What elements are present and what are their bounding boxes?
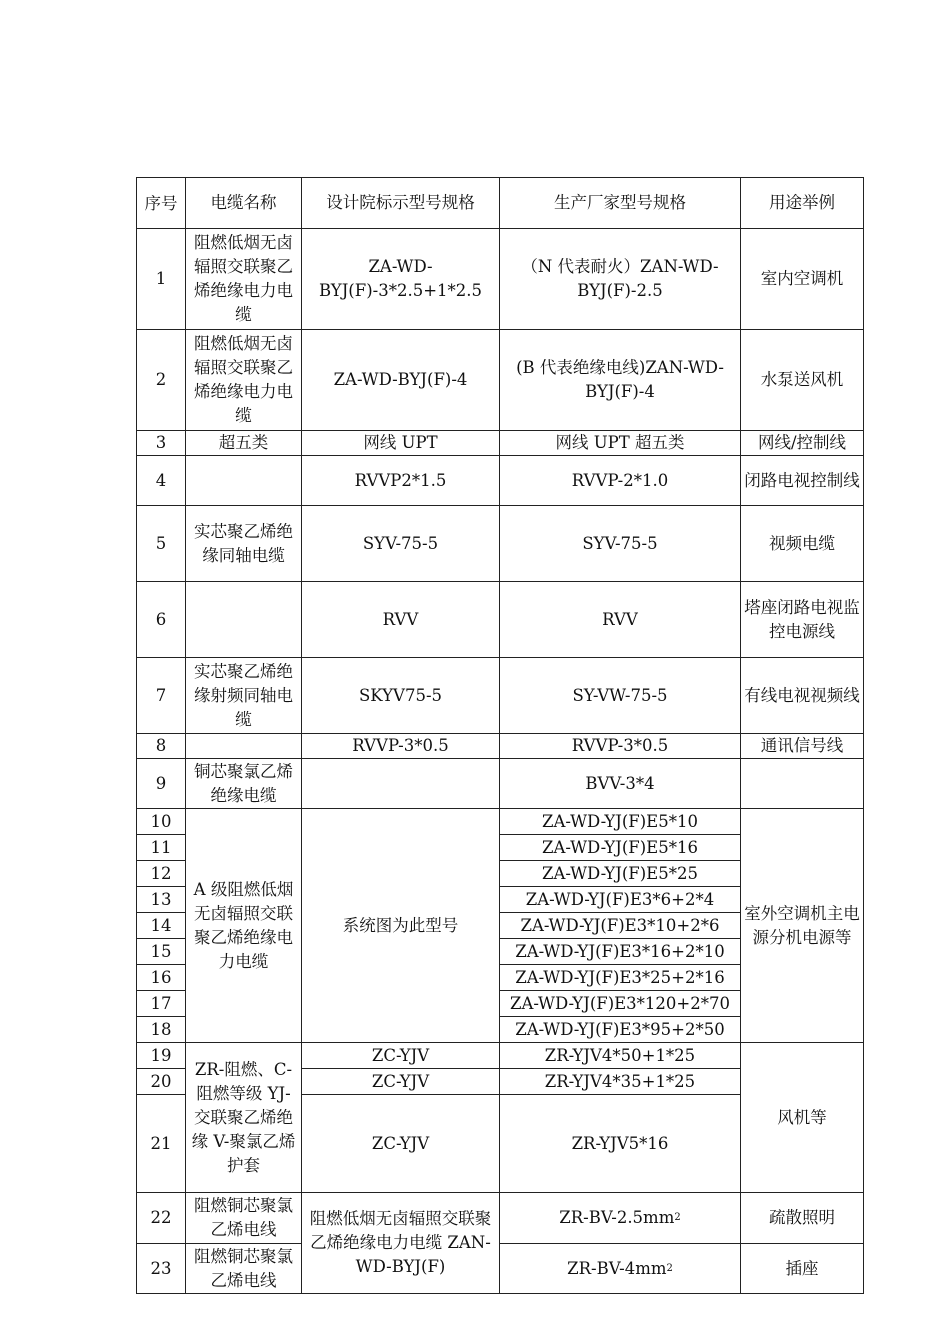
group-a-use: 室外空调机主电源分机电源等	[741, 809, 864, 1043]
row-no: 18	[137, 1017, 186, 1043]
maker-text: ZR-BV-2.5mm	[559, 1208, 675, 1227]
row-use	[741, 759, 864, 809]
table-row	[137, 1193, 864, 1244]
row-use: 视频电缆	[741, 506, 864, 582]
row-name	[186, 582, 302, 658]
row-no: 13	[137, 887, 186, 913]
row-maker: （N 代表耐火）ZAN-WD-BYJ(F)-2.5	[500, 229, 741, 330]
header-design-spec: 设计院标示型号规格	[302, 178, 500, 229]
row-no: 8	[137, 734, 186, 759]
row-design: SYV-75-5	[302, 506, 500, 582]
table-row	[137, 582, 864, 658]
header-row	[137, 178, 864, 229]
row-no: 5	[137, 506, 186, 582]
row-maker: ZA-WD-YJ(F)E3*120+2*70	[500, 991, 741, 1017]
group-a-design: 系统图为此型号	[302, 809, 500, 1043]
table-row	[137, 456, 864, 506]
row-design: RVVP2*1.5	[302, 456, 500, 506]
row-maker: ZR-YJV4*35+1*25	[500, 1069, 741, 1095]
table-row	[137, 759, 864, 809]
header-usage: 用途举例	[741, 178, 864, 229]
row-design: SKYV75-5	[302, 658, 500, 734]
row-no: 14	[137, 913, 186, 939]
cable-spec-table	[136, 177, 864, 1294]
table-row	[137, 734, 864, 759]
row-no: 20	[137, 1069, 186, 1095]
row-no: 2	[137, 330, 186, 431]
row-no: 10	[137, 809, 186, 835]
maker-text: ZR-BV-4mm	[567, 1258, 667, 1278]
row-design: ZA-WD-BYJ(F)-4	[302, 330, 500, 431]
header-maker-spec: 生产厂家型号规格	[500, 178, 741, 229]
row-maker: RVVP-3*0.5	[500, 734, 741, 759]
table-row	[137, 431, 864, 456]
row-design: 网线 UPT	[302, 431, 500, 456]
row-name	[186, 734, 302, 759]
header-name: 电缆名称	[186, 178, 302, 229]
header-no: 序号	[137, 178, 186, 229]
row-maker: ZA-WD-YJ(F)E3*95+2*50	[500, 1017, 741, 1043]
row-no: 19	[137, 1043, 186, 1069]
row-use: 室内空调机	[741, 229, 864, 330]
row-no: 6	[137, 582, 186, 658]
table-row	[137, 1244, 864, 1294]
group-zr-name: ZR-阻燃、C-阻燃等级 YJ-交联聚乙烯绝缘 V-聚氯乙烯护套	[186, 1043, 302, 1193]
table-row	[137, 1043, 864, 1069]
row-maker: (B 代表绝缘电线)ZAN-WD-BYJ(F)-4	[500, 330, 741, 431]
row-maker: ZA-WD-YJ(F)E3*16+2*10	[500, 939, 741, 965]
row-design: ZC-YJV	[302, 1043, 500, 1069]
row-maker: SY-VW-75-5	[500, 658, 741, 734]
row-maker: 网线 UPT 超五类	[500, 431, 741, 456]
row-no: 1	[137, 229, 186, 330]
row-no: 16	[137, 965, 186, 991]
group-bv-design: 阻燃低烟无卤辐照交联聚乙烯绝缘电力电缆 ZAN-WD-BYJ(F)	[302, 1193, 500, 1294]
row-maker: ZA-WD-YJ(F)E5*10	[500, 809, 741, 835]
row-no: 23	[137, 1244, 186, 1294]
row-design: ZC-YJV	[302, 1095, 500, 1193]
row-design: ZC-YJV	[302, 1069, 500, 1095]
row-name: 阻燃低烟无卤辐照交联聚乙烯绝缘电力电缆	[186, 229, 302, 330]
row-maker: SYV-75-5	[500, 506, 741, 582]
row-no: 9	[137, 759, 186, 809]
row-no: 11	[137, 835, 186, 861]
row-use: 通讯信号线	[741, 734, 864, 759]
row-design	[302, 759, 500, 809]
row-no: 4	[137, 456, 186, 506]
row-use: 塔座闭路电视监控电源线	[741, 582, 864, 658]
table-row	[137, 809, 864, 835]
row-name: 超五类	[186, 431, 302, 456]
row-maker: ZA-WD-YJ(F)E3*10+2*6	[500, 913, 741, 939]
row-no: 12	[137, 861, 186, 887]
row-maker: ZR-YJV5*16	[500, 1095, 741, 1193]
row-maker: RVVP-2*1.0	[500, 456, 741, 506]
row-maker: ZA-WD-YJ(F)E3*25+2*16	[500, 965, 741, 991]
row-name: 阻燃铜芯聚氯乙烯电线	[186, 1193, 302, 1244]
row-maker	[500, 1193, 741, 1244]
row-no: 3	[137, 431, 186, 456]
group-a-name: A 级阻燃低烟无卤辐照交联聚乙烯绝缘电力电缆	[186, 809, 302, 1043]
row-name: 实芯聚乙烯绝缘同轴电缆	[186, 506, 302, 582]
row-use: 网线/控制线	[741, 431, 864, 456]
row-maker: ZA-WD-YJ(F)E5*25	[500, 861, 741, 887]
row-use: 有线电视视频线	[741, 658, 864, 734]
row-no: 7	[137, 658, 186, 734]
row-name	[186, 456, 302, 506]
row-use: 疏散照明	[741, 1193, 864, 1244]
table-row	[137, 229, 864, 330]
row-use: 插座	[741, 1244, 864, 1294]
row-no: 22	[137, 1193, 186, 1244]
group-zr-use: 风机等	[741, 1043, 864, 1193]
table-row	[137, 330, 864, 431]
superscript: 2	[666, 1262, 673, 1274]
row-design: RVV	[302, 582, 500, 658]
row-no: 15	[137, 939, 186, 965]
row-use: 水泵送风机	[741, 330, 864, 431]
row-maker: ZA-WD-YJ(F)E3*6+2*4	[500, 887, 741, 913]
row-name: 阻燃低烟无卤辐照交联聚乙烯绝缘电力电缆	[186, 330, 302, 431]
table-row	[137, 658, 864, 734]
row-name: 实芯聚乙烯绝缘射频同轴电缆	[186, 658, 302, 734]
row-maker: ZR-YJV4*50+1*25	[500, 1043, 741, 1069]
row-maker: ZA-WD-YJ(F)E5*16	[500, 835, 741, 861]
row-design: RVVP-3*0.5	[302, 734, 500, 759]
row-design: ZA-WD-BYJ(F)-3*2.5+1*2.5	[302, 229, 500, 330]
row-maker	[500, 1244, 741, 1294]
row-maker: BVV-3*4	[500, 759, 741, 809]
table-row	[137, 506, 864, 582]
row-no: 17	[137, 991, 186, 1017]
row-name: 阻燃铜芯聚氯乙烯电线	[186, 1244, 302, 1294]
superscript: 2	[674, 1212, 681, 1223]
row-use: 闭路电视控制线	[741, 456, 864, 506]
row-maker: RVV	[500, 582, 741, 658]
row-no: 21	[137, 1095, 186, 1193]
row-name: 铜芯聚氯乙烯绝缘电缆	[186, 759, 302, 809]
